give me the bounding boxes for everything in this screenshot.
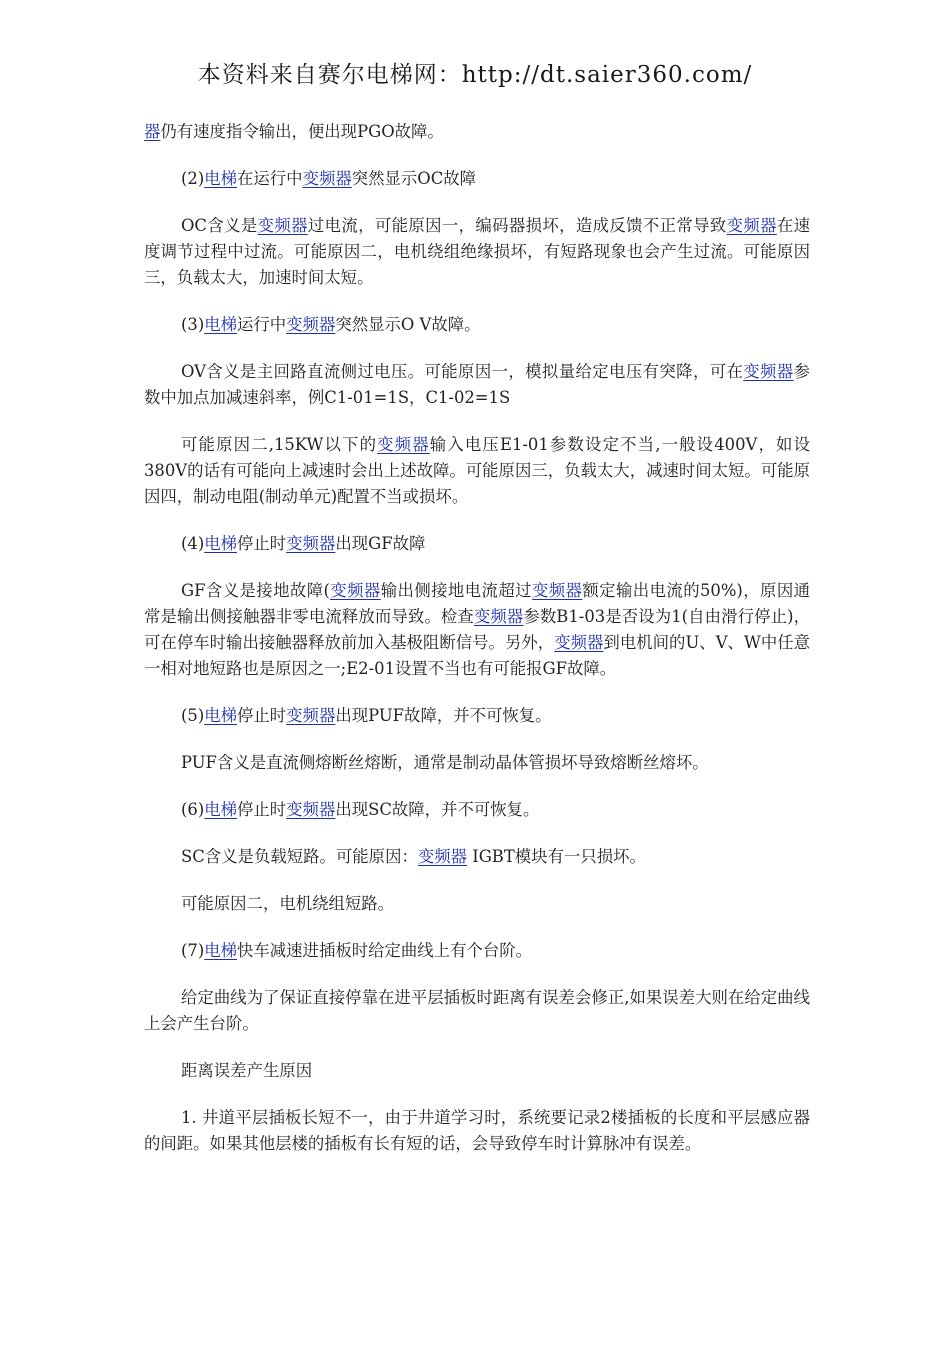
paragraph-text: (6) [181,800,205,819]
keyword-link[interactable]: 变频器 [554,633,604,652]
keyword-link[interactable]: 器 [144,122,161,141]
paragraph-text: GF含义是接地故障( [181,581,330,600]
header-url: http://dt.saier360.com/ [461,62,753,88]
paragraph-text: 参数中加点加减速斜率，例C1-01=1S，C1-02=1S [144,362,811,407]
paragraph-text: 停止时 [237,534,287,553]
paragraph-text: (2) [181,169,205,188]
paragraph-text: 仍有速度指令输出，便出现PGO故障。 [160,122,444,141]
paragraph-text: 额定输出电流的50%)，原因通常是输出侧接触器非零电流释放而导致。检查 [144,581,811,626]
paragraph-text: PUF含义是直流侧熔断丝熔断，通常是制动晶体管损坏导致熔断丝熔坏。 [181,753,709,772]
body-paragraph [144,531,810,557]
paragraph-text: 突然显示O V故障。 [335,315,481,334]
keyword-link[interactable]: 变频器 [286,534,336,553]
paragraph-text: 参数B1-03是否设为1(自由滑行停止)，可在停车时输出接触器释放前加入基极阻断信号。另外， [144,607,811,652]
paragraph-text: 出现GF故障 [335,534,426,553]
paragraph-text: (5) [181,706,205,725]
keyword-link[interactable]: 变频器 [377,435,430,454]
paragraph-text: (3) [181,315,205,334]
keyword-link[interactable]: 变频器 [329,581,381,600]
paragraph-text: 输出侧接地电流超过 [380,581,532,600]
paragraph-text: 出现SC故障，并不可恢复。 [335,800,540,819]
body-paragraph [144,432,810,510]
paragraph-text: 给定曲线为了保证直接停靠在进平层插板时距离有误差会修正,如果误差大则在给定曲线上会产生台阶。 [144,988,810,1033]
paragraph-text: 出现PUF故障，并不可恢复。 [335,706,552,725]
keyword-link[interactable]: 电梯 [204,800,237,819]
paragraph-text: OV含义是主回路直流侧过电压。可能原因一，模拟量给定电压有突降，可在 [181,362,744,381]
paragraph-text: 在运行中 [237,169,303,188]
paragraph-text: 输入电压E1-01参数设定不当,一般设400V，如设380V的话有可能向上减速时会出上述故障。可能原因三，负载太大，减速时间太短。可能原因四，制动电阻(制动单元)配置不当或损坏。 [144,435,810,506]
keyword-link[interactable]: 变频器 [302,169,352,188]
keyword-link[interactable]: 变频器 [531,581,583,600]
body-paragraph [144,703,810,729]
keyword-link[interactable]: 电梯 [204,169,237,188]
paragraph-text: 距离误差产生原因 [181,1061,313,1080]
body-paragraph [144,985,810,1037]
body-paragraph [144,1105,810,1157]
keyword-link[interactable]: 变频器 [726,216,777,235]
paragraph-text: 过电流，可能原因一，编码器损坏，造成反馈不正常导致 [307,216,727,235]
keyword-link[interactable]: 变频器 [286,315,336,334]
paragraph-text: 突然显示OC故障 [351,169,477,188]
body-paragraph [144,891,810,917]
paragraph-text: OC含义是 [181,216,258,235]
body-paragraph [144,844,810,870]
body-paragraph [144,578,810,682]
paragraph-text: 运行中 [237,315,287,334]
body-paragraph [144,938,810,964]
body-paragraph [144,312,810,338]
keyword-link[interactable]: 变频器 [743,362,794,381]
header-site-label: 本资料来自赛尔电梯网： [197,62,462,88]
keyword-link[interactable]: 电梯 [204,941,237,960]
body-paragraph [144,1058,810,1084]
body-paragraph [144,359,810,411]
body-paragraph [144,797,810,823]
paragraph-text: 停止时 [237,706,287,725]
keyword-link[interactable]: 变频器 [473,607,524,626]
paragraph-text: 可能原因二,15KW以下的 [181,435,378,454]
keyword-link[interactable]: 电梯 [204,315,237,334]
body-paragraph [144,119,810,145]
paragraph-text: IGBT模块有一只损坏。 [467,847,646,866]
document-header [0,56,950,89]
keyword-link[interactable]: 电梯 [204,706,237,725]
keyword-link[interactable]: 变频器 [286,800,336,819]
keyword-link[interactable]: 变频器 [417,847,468,866]
document-body [144,119,810,1178]
keyword-link[interactable]: 变频器 [286,706,336,725]
body-paragraph [144,750,810,776]
body-paragraph [144,213,810,291]
paragraph-text: 可能原因二，电机绕组短路。 [181,894,395,913]
paragraph-text: 1. 井道平层插板长短不一，由于井道学习时，系统要记录2楼插板的长度和平层感应器的间距。如果其他层楼的插板有长有短的话，会导致停车时计算脉冲有误差。 [144,1108,810,1153]
paragraph-text: SC含义是负载短路。可能原因： [181,847,418,866]
paragraph-text: 在速度调节过程中过流。可能原因二，电机绕组绝缘损坏，有短路现象也会产生过流。可能原因三，负载太大，加速时间太短。 [144,216,811,287]
paragraph-text: (7) [181,941,205,960]
paragraph-text: 停止时 [237,800,287,819]
keyword-link[interactable]: 电梯 [204,534,237,553]
paragraph-text: 快车减速进插板时给定曲线上有个台阶。 [237,941,533,960]
keyword-link[interactable]: 变频器 [257,216,308,235]
paragraph-text: (4) [181,534,205,553]
paragraph-text: 到电机间的U、V、W中任意一相对地短路也是原因之一;E2-01设置不当也有可能报GF故障。 [144,633,811,678]
body-paragraph [144,166,810,192]
